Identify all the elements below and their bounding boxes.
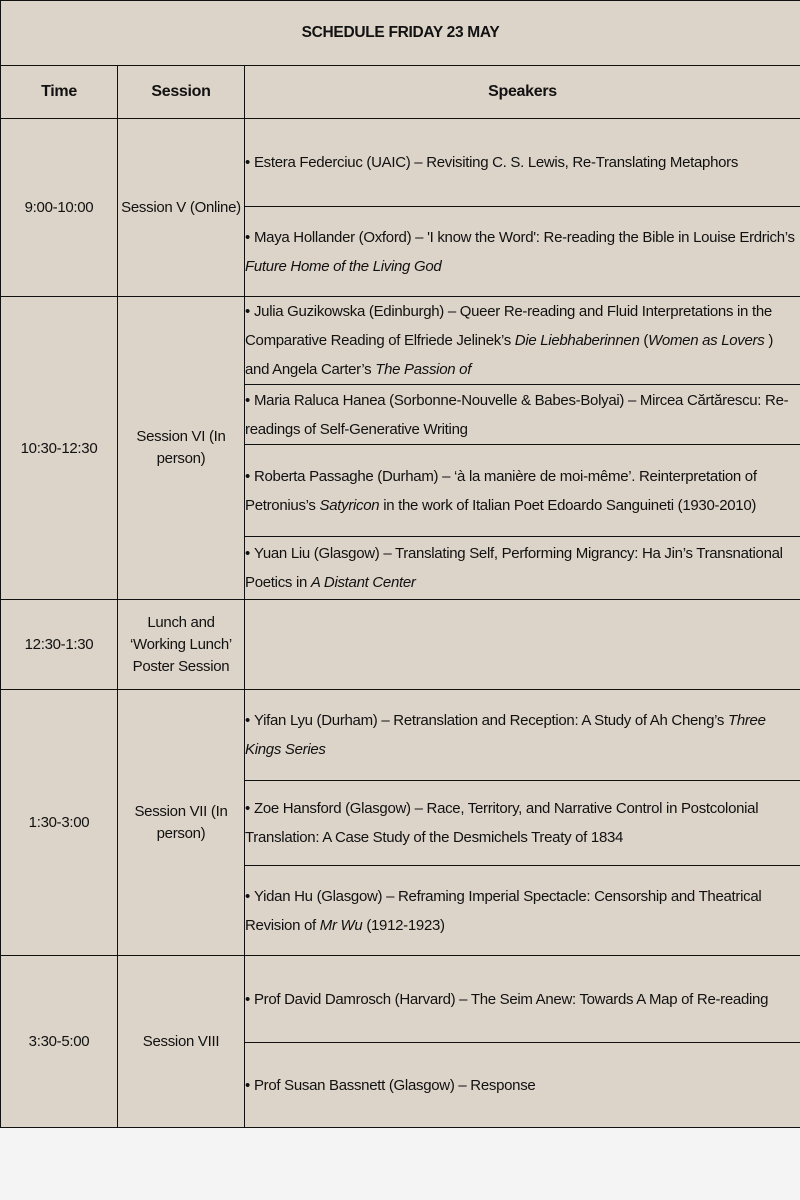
bullet-icon: • — [245, 391, 250, 409]
talk-entry — [245, 794, 800, 852]
empty-speaker-cell — [245, 600, 800, 690]
speaker-cell — [245, 297, 800, 385]
talk-title: ‘à la manière de moi-même’. Reinterpretation of Petronius’s — [245, 467, 757, 514]
talk-title-italic: Satyricon — [319, 496, 380, 514]
talk-title-italic: Three Kings Series — [245, 712, 766, 758]
talk-entry — [245, 148, 800, 177]
talk-title: The Seim Anew: Towards A Map of Re-reading — [470, 990, 769, 1008]
session-cell: Session VII (In person) — [118, 690, 245, 956]
talk-entry — [245, 539, 800, 597]
talk-title-rest: (1912-1923) — [362, 916, 445, 934]
talk-title: Race, Territory, and Narrative Control in Postcolonial Translation: A Case Study of the Desmichels Treaty of 1834 — [245, 800, 759, 846]
schedule-title: SCHEDULE FRIDAY 23 MAY — [1, 1, 800, 66]
separator: – — [379, 545, 395, 562]
speaker-cell — [245, 445, 800, 537]
speaker-name: Yuan Liu (Glasgow) — [253, 545, 380, 562]
table-row — [1, 297, 800, 385]
speaker-cell — [245, 690, 800, 781]
header-session: Session — [118, 66, 245, 119]
bullet-icon: • — [245, 228, 250, 246]
separator: – — [377, 712, 394, 729]
separator: – — [382, 887, 399, 905]
bullet-icon: • — [245, 545, 250, 562]
speaker-cell — [245, 385, 800, 445]
header-time: Time — [1, 66, 118, 119]
talk-entry — [245, 985, 800, 1014]
time-cell: 9:00-10:00 — [1, 119, 118, 297]
separator: – — [410, 154, 427, 171]
session-cell: Session V (Online) — [118, 119, 245, 297]
bullet-icon: • — [245, 467, 250, 485]
table-row — [1, 600, 800, 690]
talk-title-italic: A Distant Center — [310, 574, 416, 591]
bullet-icon: • — [245, 1076, 250, 1094]
bullet-icon: • — [245, 990, 250, 1008]
header-speakers: Speakers — [245, 66, 800, 119]
talk-entry — [245, 1071, 800, 1100]
talk-entry — [245, 462, 800, 520]
talk-title-rest: ( — [639, 332, 649, 349]
speaker-name: Prof Susan Bassnett (Glasgow) — [253, 1076, 455, 1094]
separator: – — [443, 303, 460, 320]
bullet-icon: • — [245, 154, 250, 171]
bullet-icon: • — [245, 303, 250, 320]
bullet-icon: • — [245, 712, 250, 729]
bullet-icon: • — [245, 887, 250, 905]
speaker-cell — [245, 207, 800, 297]
time-cell: 3:30-5:00 — [1, 956, 118, 1128]
bullet-icon: • — [245, 800, 250, 817]
talk-title: Response — [470, 1076, 536, 1094]
talk-title-italic: Mr Wu — [319, 916, 363, 934]
talk-title: Revisiting C. S. Lewis, Re-Translating Metaphors — [426, 154, 739, 171]
talk-title-italic: The Passion of — [375, 361, 472, 378]
talk-entry — [245, 223, 800, 281]
speaker-name: Yidan Hu (Glasgow) — [253, 887, 383, 905]
talk-title: 'I know the Word': Re-reading the Bible in Louise Erdrich’s — [427, 228, 795, 246]
speaker-cell — [245, 956, 800, 1043]
session-cell: Lunch and ‘Working Lunch’ Poster Session — [118, 600, 245, 690]
table-row — [1, 119, 800, 207]
table-row — [1, 956, 800, 1043]
session-cell: Session VIII — [118, 956, 245, 1128]
talk-entry — [245, 706, 800, 764]
talk-title-italic: Future Home of the Living God — [245, 257, 442, 275]
speaker-cell — [245, 781, 800, 866]
speaker-name: Maria Raluca Hanea (Sorbonne-Nouvelle & Babes-Bolyai) — [253, 391, 625, 409]
speaker-cell — [245, 866, 800, 956]
talk-title-rest: in the work of Italian Poet Edoardo Sanguineti (1930-2010) — [379, 496, 757, 514]
separator: – — [455, 990, 471, 1008]
speaker-name: Yifan Lyu (Durham) — [253, 712, 378, 729]
session-cell: Session VI (In person) — [118, 297, 245, 600]
time-cell: 10:30-12:30 — [1, 297, 118, 600]
talk-title-rest: ) and Angela Carter’s — [245, 332, 774, 378]
talk-title: Translating Self, Performing Migrancy: Ha Jin’s Transnational Poetics in — [245, 545, 783, 591]
time-cell: 1:30-3:00 — [1, 690, 118, 956]
speaker-cell — [245, 119, 800, 207]
speaker-cell — [245, 1043, 800, 1128]
speaker-name: Prof David Damrosch (Harvard) — [253, 990, 456, 1008]
talk-title-italic: Women as Lovers — [648, 332, 765, 349]
talk-title: Mircea Cărtărescu: Re-readings of Self-Generative Writing — [245, 391, 789, 438]
speaker-cell — [245, 537, 800, 600]
talk-title: Reframing Imperial Spectacle: Censorship and Theatrical Revision of — [245, 887, 762, 934]
talk-entry — [245, 882, 800, 940]
talk-title-italic: Die Liebhaberinnen — [514, 332, 640, 349]
separator: – — [454, 1076, 471, 1094]
talk-title: Queer Re-reading and Fluid Interpretations in the Comparative Reading of Elfriede Jelinek’s — [245, 303, 772, 349]
separator: – — [410, 800, 427, 817]
speaker-name: Julia Guzikowska (Edinburgh) — [253, 303, 444, 320]
time-cell: 12:30-1:30 — [1, 600, 118, 690]
speaker-name: Roberta Passaghe (Durham) — [253, 467, 439, 485]
table-row — [1, 690, 800, 781]
speaker-name: Estera Federciuc (UAIC) — [253, 154, 411, 171]
separator: – — [438, 467, 454, 485]
talk-entry — [245, 386, 800, 444]
speaker-name: Maya Hollander (Oxford) — [253, 228, 412, 246]
separator: – — [411, 228, 428, 246]
speaker-name: Zoe Hansford (Glasgow) — [253, 800, 411, 817]
talk-title: Retranslation and Reception: A Study of Ah Cheng’s — [393, 712, 728, 729]
talk-entry — [245, 297, 800, 384]
separator: – — [624, 391, 640, 409]
